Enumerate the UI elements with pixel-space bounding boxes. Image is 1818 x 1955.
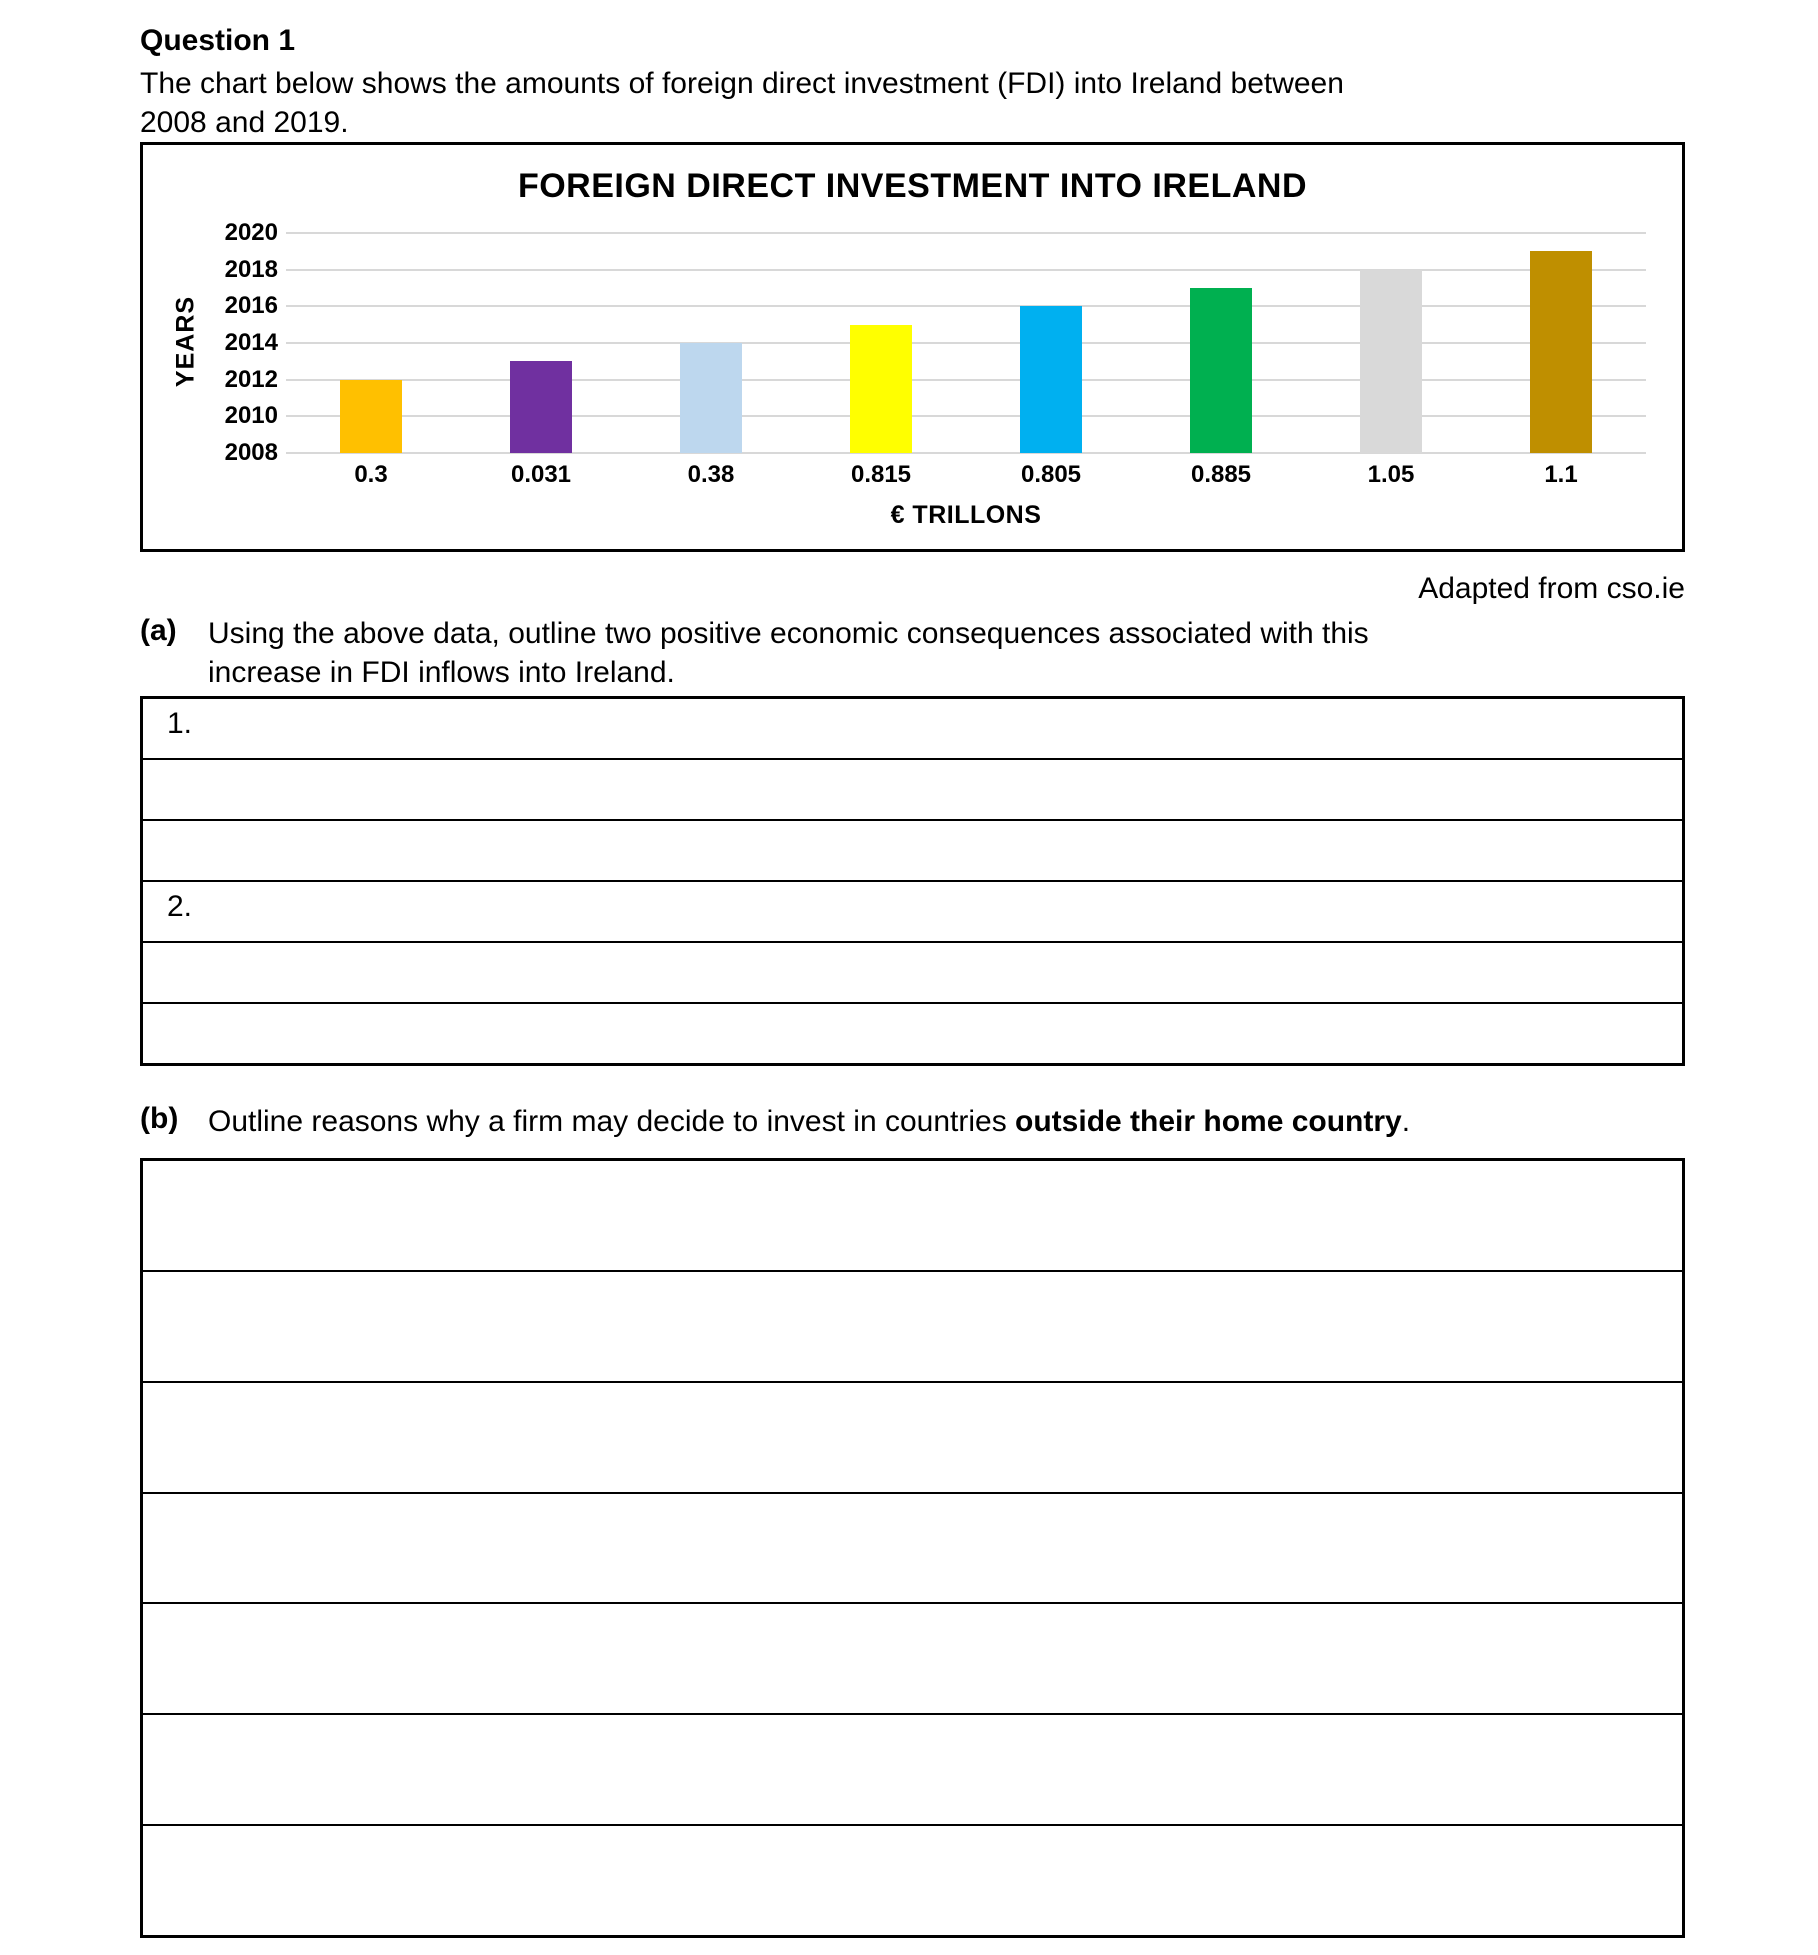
y-tick-label: 2008 xyxy=(224,439,278,466)
x-tick-label: 0.885 xyxy=(1190,461,1252,488)
chart-gridline xyxy=(286,415,1646,417)
x-tick-label: 0.38 xyxy=(687,461,735,488)
y-axis-title: YEARS xyxy=(171,295,200,388)
chart-gridline xyxy=(286,305,1646,307)
x-axis-ticks xyxy=(286,461,1646,493)
x-tick-label: 0.815 xyxy=(850,461,912,488)
y-axis-ticks xyxy=(183,219,278,466)
part-b-text xyxy=(208,1102,1410,1141)
chart-gridline xyxy=(286,232,1646,234)
part-a-text-line-1: Using the above data, outline two positive economic consequences associated with this xyxy=(208,617,1369,650)
answer-line xyxy=(143,819,1682,880)
chart-title: FOREIGN DIRECT INVESTMENT INTO IRELAND xyxy=(517,167,1308,205)
x-tick-label: 0.805 xyxy=(1020,461,1082,488)
chart-container xyxy=(140,142,1685,552)
answer-line xyxy=(143,941,1682,1002)
chart-bar xyxy=(1020,306,1082,453)
chart-bar xyxy=(850,325,912,453)
y-tick-label: 2018 xyxy=(224,255,278,283)
answer-box-a xyxy=(140,696,1685,1066)
intro-line-1: The chart below shows the amounts of foreign direct investment (FDI) into Ireland between xyxy=(140,67,1344,100)
answer-line xyxy=(143,1270,1682,1381)
answer-line xyxy=(143,1713,1682,1824)
y-tick-label: 2016 xyxy=(224,292,278,320)
answer-line xyxy=(143,699,1682,758)
intro-line-2: 2008 and 2019. xyxy=(140,106,349,139)
answer-line-marker: 2. xyxy=(167,890,193,923)
chart-gridline xyxy=(286,379,1646,381)
answer-line xyxy=(143,1002,1682,1063)
chart-plot xyxy=(286,233,1646,453)
answer-line xyxy=(143,1492,1682,1603)
y-tick-label: 2012 xyxy=(224,365,278,393)
chart-gridline xyxy=(286,269,1646,271)
chart-bar xyxy=(340,380,402,453)
question-title: Question 1 xyxy=(140,24,296,57)
answer-box-b xyxy=(140,1158,1685,1938)
y-tick-label: 2020 xyxy=(224,219,278,246)
chart-gridline xyxy=(286,342,1646,344)
chart-bar xyxy=(680,343,742,453)
part-a-text-line-2: increase in FDI inflows into Ireland. xyxy=(208,656,675,689)
answer-line xyxy=(143,1161,1682,1270)
answer-line-marker: 1. xyxy=(167,707,193,740)
chart-bar xyxy=(1530,251,1592,453)
chart-gridline xyxy=(286,452,1646,454)
chart-bar xyxy=(510,361,572,453)
chart-bar xyxy=(1190,288,1252,453)
answer-line xyxy=(143,880,1682,941)
x-tick-label: 1.1 xyxy=(1544,461,1578,488)
intro-text xyxy=(140,64,1344,142)
part-a-label: (a) xyxy=(140,614,177,647)
y-tick-label: 2014 xyxy=(224,329,278,356)
x-tick-label: 0.031 xyxy=(510,461,572,488)
part-b-text-normal: Outline reasons why a firm may decide to invest in countries xyxy=(208,1105,1016,1138)
answer-line xyxy=(143,1381,1682,1492)
answer-line xyxy=(143,1602,1682,1713)
part-a-text xyxy=(208,614,1369,692)
x-tick-label: 1.05 xyxy=(1367,461,1415,488)
answer-line xyxy=(143,758,1682,819)
part-b-text-bold: outside their home country xyxy=(1015,1105,1402,1138)
answer-line xyxy=(143,1824,1682,1935)
part-b-label: (b) xyxy=(140,1102,179,1135)
part-b-text-period: . xyxy=(1401,1105,1411,1138)
y-tick-label: 2010 xyxy=(224,402,278,430)
source-attribution: Adapted from cso.ie xyxy=(1418,572,1685,605)
chart-bar xyxy=(1360,270,1422,453)
x-tick-label: 0.3 xyxy=(354,461,388,488)
x-axis-title: € TRILLONS xyxy=(890,501,1042,529)
